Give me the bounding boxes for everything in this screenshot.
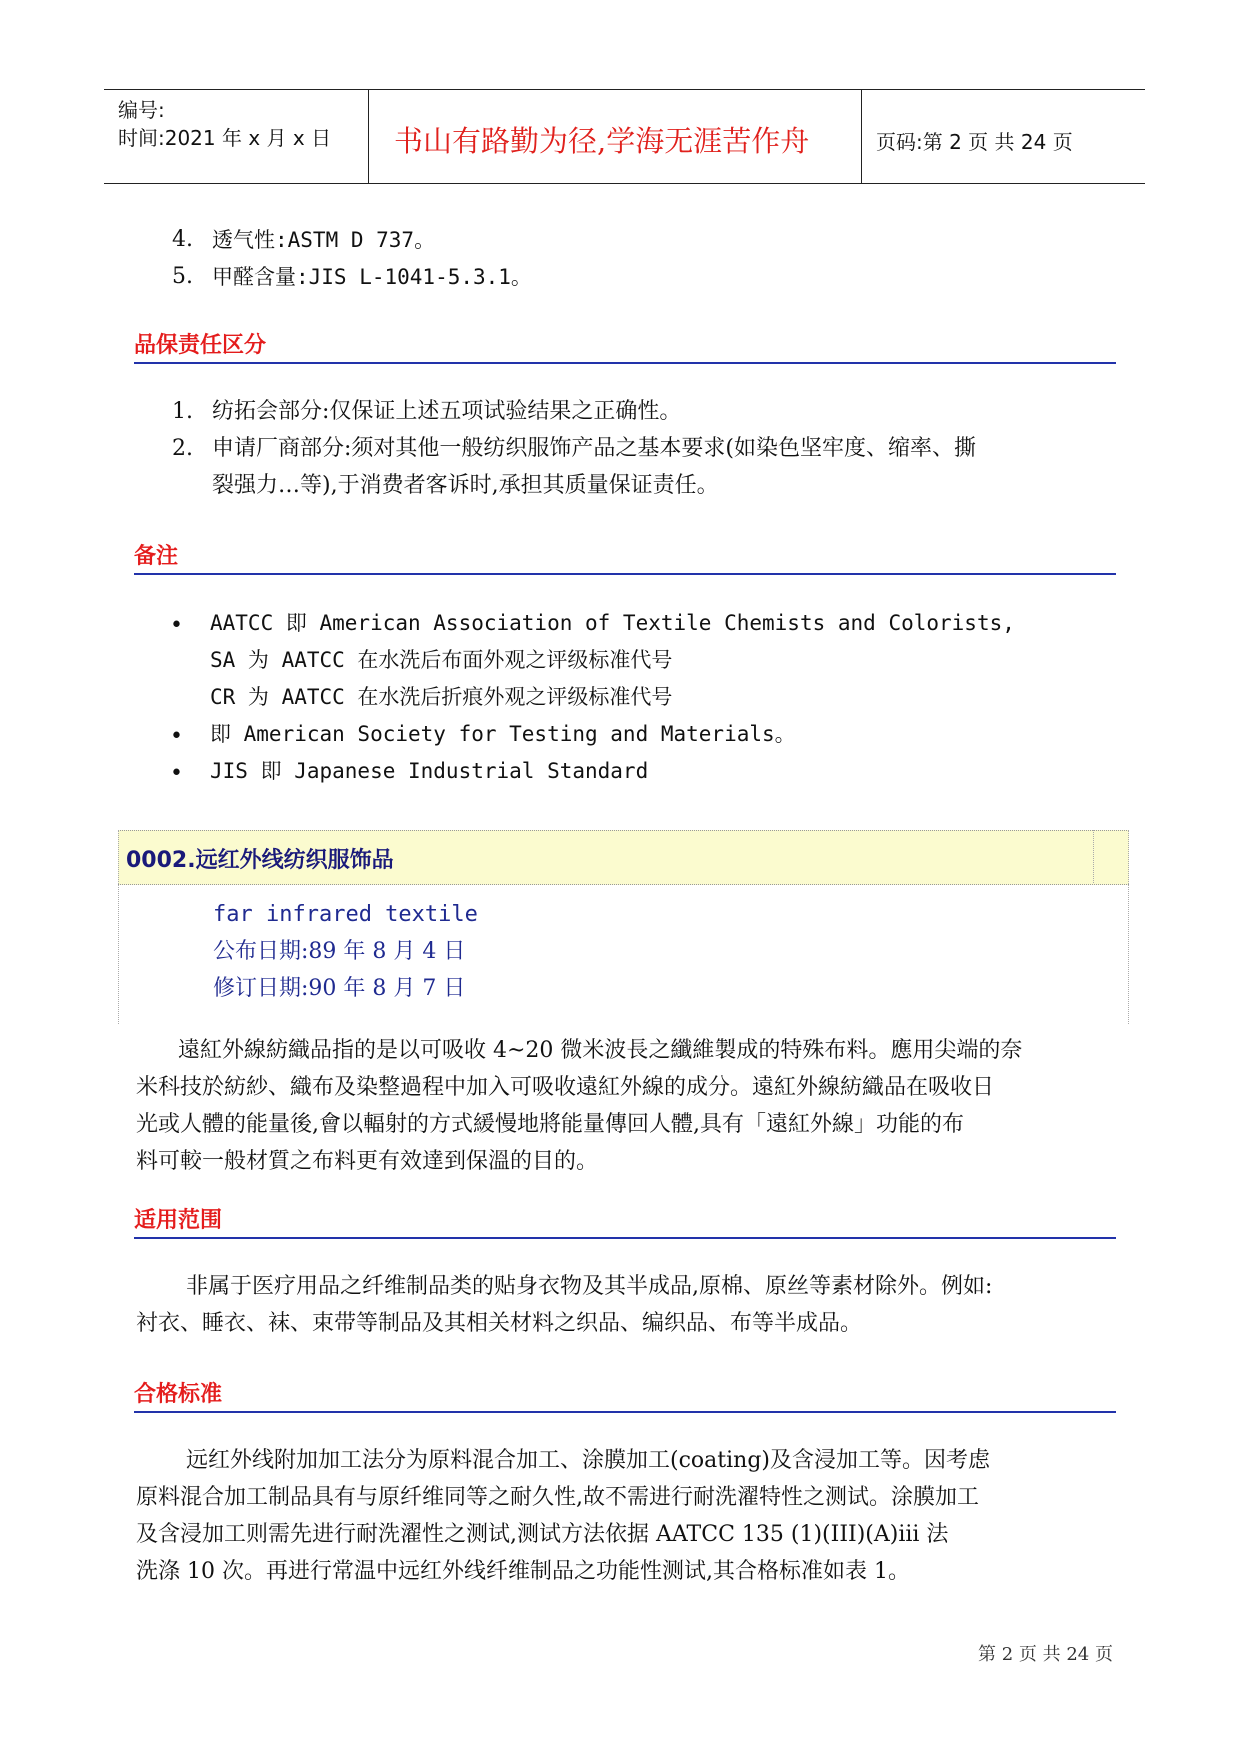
paragraph-line: 光或人體的能量後,會以輻射的方式緩慢地將能量傳回人體,具有「遠紅外線」功能的布 — [136, 1112, 964, 1137]
list-item: 即 American Society for Testing and Materials。 — [210, 722, 796, 746]
time-label: 时间:2021 年 x 月 x 日 — [118, 126, 332, 150]
page-footer: 第 2 页 共 24 页 — [978, 1644, 1113, 1665]
list-item: 申请厂商部分:须对其他一般纺织服饰产品之基本要求(如染色坚牢度、缩率、撕 — [212, 436, 976, 461]
product-title: 0002.远红外线纺织服饰品 — [126, 848, 394, 873]
page-indicator: 页码:第 2 页 共 24 页 — [876, 130, 1073, 154]
list-item: 纺拓会部分:仅保证上述五项试验结果之正确性。 — [212, 399, 682, 424]
list-number: 4. — [172, 227, 193, 252]
revised-date: 修订日期:90 年 8 月 7 日 — [213, 976, 466, 1001]
header-top-rule — [104, 89, 1145, 90]
box-border-left — [118, 830, 119, 1024]
section-rule — [134, 1237, 1116, 1239]
bullet-icon: • — [170, 724, 183, 749]
list-number: 5. — [172, 264, 193, 289]
paragraph-line: 远红外线附加加工法分为原料混合加工、涂膜加工(coating)及含浸加工等。因考虑 — [186, 1448, 990, 1473]
paragraph-line: 原料混合加工制品具有与原纤维同等之耐久性,故不需进行耐洗濯特性之测试。涂膜加工 — [136, 1485, 979, 1510]
bullet-icon: • — [170, 613, 183, 638]
paragraph-line: 米科技於紡紗、織布及染整過程中加入可吸收遠紅外線的成分。遠紅外線紡織品在吸收日 — [136, 1075, 995, 1100]
box-divider — [1093, 830, 1094, 883]
list-item: 甲醛含量:JIS L-1041-5.3.1。 — [212, 265, 532, 289]
section-heading: 适用范围 — [134, 1208, 223, 1233]
section-rule — [134, 362, 1116, 364]
list-item: 透气性:ASTM D 737。 — [212, 228, 436, 252]
paragraph-line: 及含浸加工则需先进行耐洗濯性之测试,测试方法依据 AATCC 135 (1)(III)(A)iii 法 — [136, 1522, 949, 1547]
header-bottom-rule — [104, 183, 1145, 184]
paragraph-line: 非属于医疗用品之纤维制品类的贴身衣物及其半成品,原棉、原丝等素材除外。例如: — [186, 1274, 993, 1299]
header-divider-right — [861, 90, 862, 184]
list-item-continued: CR 为 AATCC 在水洗后折痕外观之评级标准代号 — [210, 685, 673, 709]
product-english-name: far infrared textile — [213, 902, 478, 927]
paragraph-line: 料可較一般材質之布料更有效達到保溫的目的。 — [136, 1149, 599, 1174]
bullet-icon: • — [170, 761, 183, 786]
section-heading: 合格标准 — [134, 1382, 223, 1407]
published-date: 公布日期:89 年 8 月 4 日 — [213, 939, 466, 964]
header-divider-left — [368, 90, 369, 184]
section-heading: 备注 — [134, 544, 179, 569]
product-box — [118, 830, 1129, 1024]
header-motto: 书山有路勤为径,学海无涯苦作舟 — [394, 124, 810, 158]
list-item: AATCC 即 American Association of Textile Chemists and Colorists, — [210, 611, 1015, 635]
paragraph-line: 衬衣、睡衣、袜、束带等制品及其相关材料之织品、编织品、布等半成品。 — [136, 1311, 863, 1336]
serial-label: 编号: — [118, 98, 165, 122]
list-number: 1. — [172, 399, 193, 424]
list-item-continued: SA 为 AATCC 在水洗后布面外观之评级标准代号 — [210, 648, 673, 672]
section-rule — [134, 573, 1116, 575]
list-number: 2. — [172, 436, 193, 461]
list-item-continued: 裂强力…等),于消费者客诉时,承担其质量保证责任。 — [212, 473, 719, 498]
product-title-bar — [118, 830, 1129, 885]
section-rule — [134, 1411, 1116, 1413]
box-border-right — [1128, 830, 1129, 1024]
section-heading: 品保责任区分 — [134, 333, 267, 358]
paragraph-line: 洗涤 10 次。再进行常温中远红外线纤维制品之功能性测试,其合格标准如表 1。 — [136, 1559, 910, 1584]
paragraph-line: 遠紅外線紡織品指的是以可吸收 4~20 微米波長之纖維製成的特殊布料。應用尖端的奈 — [178, 1038, 1023, 1063]
list-item: JIS 即 Japanese Industrial Standard — [210, 759, 649, 783]
